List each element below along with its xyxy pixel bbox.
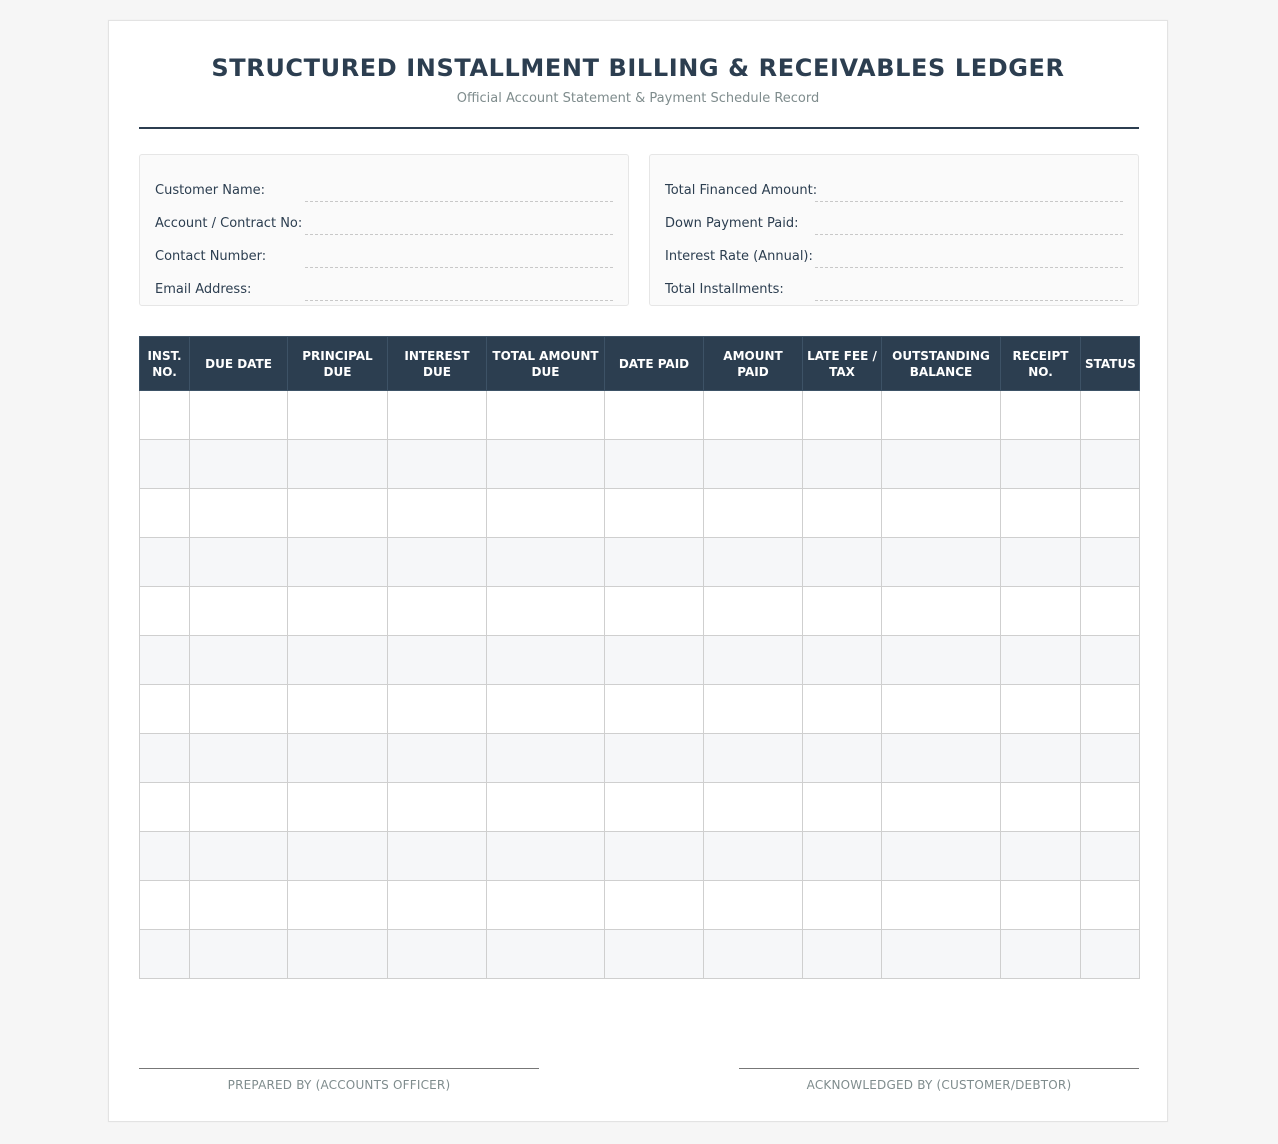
table-cell[interactable] <box>605 685 704 734</box>
table-cell[interactable] <box>288 685 388 734</box>
table-cell[interactable] <box>190 734 288 783</box>
table-cell[interactable] <box>388 783 487 832</box>
table-cell[interactable] <box>388 832 487 881</box>
table-cell[interactable] <box>1081 391 1140 440</box>
table-cell[interactable] <box>704 783 803 832</box>
table-cell[interactable] <box>803 930 882 979</box>
table-cell[interactable] <box>882 636 1001 685</box>
table-cell[interactable] <box>882 685 1001 734</box>
table-cell[interactable] <box>190 489 288 538</box>
table-cell[interactable] <box>140 832 190 881</box>
table-cell[interactable] <box>605 930 704 979</box>
table-cell[interactable] <box>487 538 605 587</box>
table-cell[interactable] <box>1081 685 1140 734</box>
table-cell[interactable] <box>803 881 882 930</box>
interest-rate-label: Interest Rate (Annual): <box>665 249 813 264</box>
column-header-amount-paid: AMOUNT PAID <box>704 337 803 391</box>
table-cell[interactable] <box>140 391 190 440</box>
table-cell[interactable] <box>605 734 704 783</box>
table-cell[interactable] <box>704 489 803 538</box>
table-cell[interactable] <box>803 832 882 881</box>
interest-rate-field[interactable] <box>815 245 1123 268</box>
table-cell[interactable] <box>605 587 704 636</box>
table-cell[interactable] <box>190 538 288 587</box>
table-cell[interactable] <box>487 489 605 538</box>
table-cell[interactable] <box>803 587 882 636</box>
prepared-by-signature-line[interactable] <box>139 1068 539 1069</box>
table-cell[interactable] <box>1081 440 1140 489</box>
table-cell[interactable] <box>288 538 388 587</box>
table-cell[interactable] <box>190 391 288 440</box>
table-cell[interactable] <box>1081 636 1140 685</box>
table-cell[interactable] <box>1001 734 1081 783</box>
table-cell[interactable] <box>803 391 882 440</box>
column-header-receipt-no: RECEIPT NO. <box>1001 337 1081 391</box>
table-cell[interactable] <box>803 783 882 832</box>
account-number-field[interactable] <box>305 212 613 235</box>
table-cell[interactable] <box>1001 538 1081 587</box>
table-row <box>140 489 1140 538</box>
table-cell[interactable] <box>288 832 388 881</box>
table-cell[interactable] <box>803 538 882 587</box>
email-address-field[interactable] <box>305 278 613 301</box>
table-cell[interactable] <box>1001 440 1081 489</box>
total-installments-label: Total Installments: <box>665 282 784 297</box>
table-cell[interactable] <box>190 587 288 636</box>
table-cell[interactable] <box>190 783 288 832</box>
email-address-label: Email Address: <box>155 282 252 297</box>
table-cell[interactable] <box>1081 587 1140 636</box>
contact-number-label: Contact Number: <box>155 249 267 264</box>
column-header-due-date: DUE DATE <box>190 337 288 391</box>
table-row <box>140 636 1140 685</box>
column-header-total-amount-due: TOTAL AMOUNT DUE <box>487 337 605 391</box>
column-header-principal-due: PRINCIPAL DUE <box>288 337 388 391</box>
table-cell[interactable] <box>882 538 1001 587</box>
table-cell[interactable] <box>1001 636 1081 685</box>
table-cell[interactable] <box>704 685 803 734</box>
table-cell[interactable] <box>388 538 487 587</box>
table-cell[interactable] <box>190 685 288 734</box>
customer-name-field[interactable] <box>305 179 613 202</box>
table-cell[interactable] <box>1001 391 1081 440</box>
interest-rate-row <box>665 239 1123 272</box>
loan-info-panel <box>649 154 1139 306</box>
table-cell[interactable] <box>140 685 190 734</box>
table-cell[interactable] <box>882 881 1001 930</box>
table-cell[interactable] <box>388 930 487 979</box>
down-payment-field[interactable] <box>815 212 1123 235</box>
table-cell[interactable] <box>882 930 1001 979</box>
table-cell[interactable] <box>288 391 388 440</box>
table-row <box>140 685 1140 734</box>
table-cell[interactable] <box>704 538 803 587</box>
acknowledged-by-label: ACKNOWLEDGED BY (CUSTOMER/DEBTOR) <box>806 1078 1072 1092</box>
table-row <box>140 734 1140 783</box>
table-cell[interactable] <box>605 783 704 832</box>
table-cell[interactable] <box>140 587 190 636</box>
ledger-body <box>140 391 1140 979</box>
table-cell[interactable] <box>605 832 704 881</box>
table-cell[interactable] <box>803 636 882 685</box>
title-divider <box>139 127 1139 129</box>
table-row <box>140 832 1140 881</box>
contact-number-field[interactable] <box>305 245 613 268</box>
table-cell[interactable] <box>1001 489 1081 538</box>
table-cell[interactable] <box>704 881 803 930</box>
table-cell[interactable] <box>605 538 704 587</box>
table-cell[interactable] <box>140 440 190 489</box>
total-installments-field[interactable] <box>815 278 1123 301</box>
table-cell[interactable] <box>704 930 803 979</box>
table-cell[interactable] <box>288 587 388 636</box>
table-row <box>140 440 1140 489</box>
table-cell[interactable] <box>605 391 704 440</box>
table-cell[interactable] <box>605 881 704 930</box>
table-cell[interactable] <box>882 832 1001 881</box>
table-cell[interactable] <box>388 685 487 734</box>
table-cell[interactable] <box>140 489 190 538</box>
total-financed-row <box>665 173 1123 206</box>
column-header-date-paid: DATE PAID <box>605 337 704 391</box>
table-cell[interactable] <box>140 636 190 685</box>
table-cell[interactable] <box>388 391 487 440</box>
column-header-status: STATUS <box>1081 337 1140 391</box>
table-cell[interactable] <box>140 783 190 832</box>
column-header-outstanding-balance: OUTSTANDING BALANCE <box>882 337 1001 391</box>
acknowledged-by-signature <box>739 1068 1139 1092</box>
customer-name-row <box>155 173 613 206</box>
table-cell[interactable] <box>388 734 487 783</box>
table-cell[interactable] <box>1001 783 1081 832</box>
table-cell[interactable] <box>190 440 288 489</box>
table-cell[interactable] <box>388 440 487 489</box>
table-cell[interactable] <box>882 783 1001 832</box>
table-cell[interactable] <box>190 930 288 979</box>
table-cell[interactable] <box>388 636 487 685</box>
table-cell[interactable] <box>288 783 388 832</box>
table-cell[interactable] <box>1001 930 1081 979</box>
table-cell[interactable] <box>140 538 190 587</box>
table-cell[interactable] <box>1081 881 1140 930</box>
table-cell[interactable] <box>1001 685 1081 734</box>
down-payment-row <box>665 206 1123 239</box>
customer-info-panel <box>139 154 629 306</box>
table-cell[interactable] <box>1081 930 1140 979</box>
table-cell[interactable] <box>1001 587 1081 636</box>
table-cell[interactable] <box>288 440 388 489</box>
table-row <box>140 587 1140 636</box>
table-cell[interactable] <box>1081 489 1140 538</box>
table-cell[interactable] <box>704 440 803 489</box>
table-cell[interactable] <box>1001 881 1081 930</box>
table-cell[interactable] <box>803 734 882 783</box>
table-row <box>140 930 1140 979</box>
table-cell[interactable] <box>388 587 487 636</box>
table-cell[interactable] <box>704 832 803 881</box>
table-cell[interactable] <box>487 930 605 979</box>
table-cell[interactable] <box>882 391 1001 440</box>
column-header-late-fee: LATE FEE / TAX <box>803 337 882 391</box>
table-cell[interactable] <box>487 587 605 636</box>
table-cell[interactable] <box>882 440 1001 489</box>
table-row <box>140 538 1140 587</box>
column-header-interest-due: INTEREST DUE <box>388 337 487 391</box>
table-cell[interactable] <box>882 734 1001 783</box>
table-cell[interactable] <box>288 930 388 979</box>
account-number-label: Account / Contract No: <box>155 216 303 231</box>
table-cell[interactable] <box>487 391 605 440</box>
table-cell[interactable] <box>190 881 288 930</box>
document-subtitle: Official Account Statement & Payment Schedule Record <box>456 91 820 106</box>
table-cell[interactable] <box>190 832 288 881</box>
table-cell[interactable] <box>704 734 803 783</box>
table-header-row <box>140 337 1140 391</box>
prepared-by-signature <box>139 1068 539 1092</box>
down-payment-label: Down Payment Paid: <box>665 216 799 231</box>
table-cell[interactable] <box>288 489 388 538</box>
table-cell[interactable] <box>487 685 605 734</box>
table-cell[interactable] <box>803 489 882 538</box>
table-cell[interactable] <box>140 734 190 783</box>
table-cell[interactable] <box>605 489 704 538</box>
table-cell[interactable] <box>1081 734 1140 783</box>
table-cell[interactable] <box>882 489 1001 538</box>
total-financed-label: Total Financed Amount: <box>665 183 818 198</box>
table-cell[interactable] <box>388 881 487 930</box>
table-cell[interactable] <box>605 440 704 489</box>
table-cell[interactable] <box>704 587 803 636</box>
ledger-document <box>108 20 1168 1122</box>
table-cell[interactable] <box>1081 832 1140 881</box>
table-row <box>140 391 1140 440</box>
document-title: STRUCTURED INSTALLMENT BILLING & RECEIVABLES LEDGER <box>211 54 1065 82</box>
customer-name-label: Customer Name: <box>155 183 266 198</box>
table-cell[interactable] <box>803 685 882 734</box>
table-cell[interactable] <box>487 881 605 930</box>
table-cell[interactable] <box>487 440 605 489</box>
table-cell[interactable] <box>487 832 605 881</box>
table-cell[interactable] <box>704 391 803 440</box>
table-cell[interactable] <box>487 734 605 783</box>
table-cell[interactable] <box>140 881 190 930</box>
acknowledged-by-signature-line[interactable] <box>739 1068 1139 1069</box>
table-cell[interactable] <box>1081 783 1140 832</box>
table-cell[interactable] <box>487 636 605 685</box>
table-cell[interactable] <box>1001 832 1081 881</box>
table-cell[interactable] <box>288 881 388 930</box>
table-cell[interactable] <box>487 783 605 832</box>
prepared-by-label: PREPARED BY (ACCOUNTS OFFICER) <box>227 1078 451 1092</box>
table-cell[interactable] <box>704 636 803 685</box>
table-cell[interactable] <box>882 587 1001 636</box>
contact-number-row <box>155 239 613 272</box>
installment-ledger-table <box>139 336 1140 979</box>
column-header-inst-no: INST. NO. <box>140 337 190 391</box>
table-cell[interactable] <box>190 636 288 685</box>
table-row <box>140 881 1140 930</box>
total-financed-field[interactable] <box>815 179 1123 202</box>
table-cell[interactable] <box>605 636 704 685</box>
table-cell[interactable] <box>803 440 882 489</box>
table-row <box>140 783 1140 832</box>
table-cell[interactable] <box>388 489 487 538</box>
table-cell[interactable] <box>140 930 190 979</box>
account-number-row <box>155 206 613 239</box>
email-address-row <box>155 272 613 305</box>
table-cell[interactable] <box>288 734 388 783</box>
table-cell[interactable] <box>288 636 388 685</box>
table-cell[interactable] <box>1081 538 1140 587</box>
total-installments-row <box>665 272 1123 305</box>
